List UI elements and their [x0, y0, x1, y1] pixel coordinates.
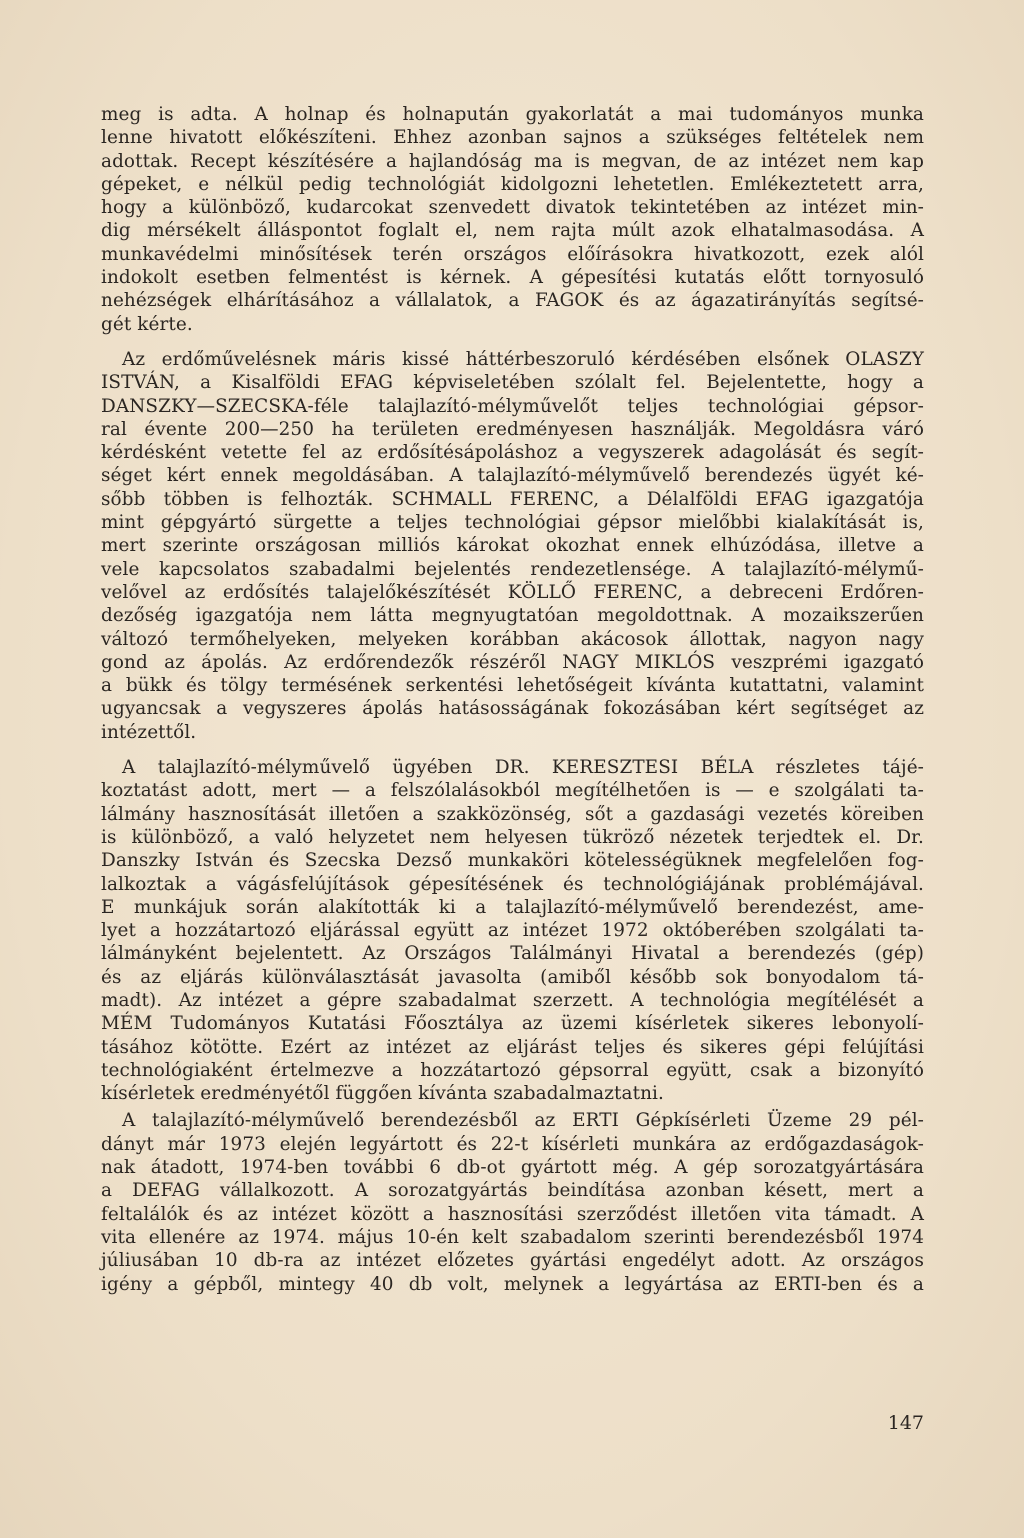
text-line: igény a gépből, mintegy 40 db volt, melynek a legyártása az ERTI-ben és a	[101, 1273, 924, 1295]
paragraph	[101, 103, 924, 336]
text-line: lyet a hozzátartozó eljárással együtt az intézet 1972 októberében szolgálati ta-	[101, 920, 924, 942]
text-line: dányt már 1973 elején legyártott és 22-t kísérleti munkára az erdőgazdaságok-	[101, 1133, 924, 1155]
text-line: tásához kötötte. Ezért az intézet az eljárást teljes és sikeres gépi felújítási	[101, 1036, 924, 1058]
text-line: koztatást adott, mert — a felszólalásokból megítélhetően is — e szolgálati ta-	[101, 780, 924, 802]
page-number: 147	[887, 1412, 924, 1434]
text-line: munkavédelmi minősítések terén országos előírásokra hivatkozott, ezek alól	[101, 243, 924, 265]
text-line: nehézségek elhárításához a vállalatok, a FAGOK és az ágazatirányítás segítsé-	[101, 290, 924, 312]
text-line: E munkájuk során alakították ki a talajlazító-mélyművelő berendezést, ame-	[101, 896, 924, 918]
paragraph	[101, 1109, 924, 1295]
text-line: ral évente 200—250 ha területen eredményesen használják. Megoldásra váró	[101, 418, 924, 440]
text-line: lálmányként bejelentett. Az Országos Találmányi Hivatal a berendezés (gép)	[101, 943, 924, 965]
text-line: mint gépgyártó sürgette a teljes technológiai gépsor mielőbbi kialakítását is,	[101, 512, 924, 534]
text-line: adottak. Recept készítésére a hajlandóság ma is megvan, de az intézet nem kap	[101, 150, 924, 172]
text-line: gépeket, e nélkül pedig technológiát kidolgozni lehetetlen. Emlékeztetett arra,	[101, 173, 924, 195]
text-line: mert szerinte országosan milliós károkat okozhat ennek elhúzódása, illetve a	[101, 535, 924, 557]
text-line: lálmány hasznosítását illetően a szakközönség, sőt a gazdasági vezetés köreiben	[101, 803, 924, 825]
text-line: dezőség igazgatója nem látta megnyugtatóan megoldottnak. A mozaikszerűen	[101, 605, 924, 627]
text-line: MÉM Tudományos Kutatási Főosztálya az üzemi kísérletek sikeres lebonyolí-	[101, 1013, 924, 1035]
text-line: kísérletek eredményétől függően kívánta szabadalmaztatni.	[101, 1083, 664, 1105]
paragraph	[101, 348, 924, 744]
text-line: A talajlazító-mélyművelő ügyében DR. KERESZTESI BÉLA részletes tájé-	[122, 757, 924, 779]
text-line: is különböző, a való helyzetet nem helyesen tükröző nézetek terjedtek el. Dr.	[101, 826, 924, 848]
text-line: júliusában 10 db-ra az intézet előzetes gyártási engedélyt adott. Az országos	[101, 1250, 924, 1272]
text-line: meg is adta. A holnap és holnapután gyakorlatát a mai tudományos munka	[101, 104, 924, 125]
text-line: feltalálók és az intézet között a hasznosítási szerződést illetően vita támadt. A	[101, 1203, 924, 1225]
text-line: nak átadott, 1974-ben további 6 db-ot gyártott még. A gép sorozatgyártására	[101, 1157, 924, 1179]
text-line: Danszky István és Szecska Dezső munkaköri kötelességüknek megfelelően fog-	[101, 850, 924, 872]
text-line: lalkoztak a vágásfelújítások gépesítésének és technológiájának problémájával.	[101, 873, 924, 895]
text-line: és az eljárás különválasztását javasolta (amiből később sok bonyodalom tá-	[101, 966, 924, 988]
text-line: ISTVÁN, a Kisalföldi EFAG képviseletében szólalt fel. Bejelentette, hogy a	[101, 372, 924, 394]
text-line: gond az ápolás. Az erdőrendezők részéről NAGY MIKLÓS veszprémi igazgató	[101, 651, 924, 673]
text-line: DANSZKY—SZECSKA-féle talajlazító-mélyművelőt teljes technológiai gépsor-	[101, 395, 924, 417]
text-line: velővel az erdősítés talajelőkészítését KÖLLŐ FERENC, a debreceni Erdőren-	[101, 581, 924, 603]
text-line: változó termőhelyeken, melyeken korábban akácosok állottak, nagyon nagy	[101, 628, 924, 650]
text-line: sőbb többen is felhozták. SCHMALL FERENC, a Délalföldi EFAG igazgatója	[101, 488, 924, 510]
text-line: a DEFAG vállalkozott. A sorozatgyártás beindítása azonban késett, mert a	[101, 1180, 924, 1202]
text-line: gét kérte.	[101, 313, 193, 335]
text-line: a bükk és tölgy termésének serkentési lehetőségeit kívánta kutattatni, valamint	[101, 675, 924, 697]
body-text	[101, 103, 924, 1296]
text-line: kérdésként vetette fel az erdősítésápoláshoz a vegyszerek adagolását és segít-	[101, 442, 924, 464]
text-line: Az erdőművelésnek máris kissé háttérbeszoruló kérdésében elsőnek OLASZY	[122, 348, 924, 370]
text-line: indokolt esetben felmentést is kérnek. A gépesítési kutatás előtt tornyosuló	[101, 267, 924, 289]
text-line: hogy a különböző, kudarcokat szenvedett divatok tekintetében az intézet min-	[101, 197, 924, 219]
text-line: intézettől.	[101, 721, 197, 743]
paragraph	[101, 756, 924, 1105]
text-line: dig mérsékelt álláspontot foglalt el, nem rajta múlt azok elhatalmasodása. A	[101, 220, 924, 242]
text-line: séget kért ennek megoldásában. A talajlazító-mélyművelő berendezés ügyét ké-	[101, 465, 924, 487]
text-line: ugyancsak a vegyszeres ápolás hatásosságának fokozásában kért segítséget az	[101, 698, 924, 720]
text-line: lenne hivatott előkészíteni. Ehhez azonban sajnos a szükséges feltételek nem	[101, 127, 924, 149]
text-line: madt). Az intézet a gépre szabadalmat szerzett. A technológia megítélését a	[101, 989, 924, 1011]
text-line: vele kapcsolatos szabadalmi bejelentés rendezetlensége. A talajlazító-mélymű-	[101, 558, 924, 580]
text-line: technológiaként értelmezve a hozzátartozó gépsorral együtt, csak a bizonyító	[101, 1059, 924, 1081]
text-line: vita ellenére az 1974. május 10-én kelt szabadalom szerinti berendezésből 1974	[101, 1226, 924, 1248]
text-line: A talajlazító-mélyművelő berendezésből az ERTI Gépkísérleti Üzeme 29 pél-	[122, 1110, 924, 1132]
